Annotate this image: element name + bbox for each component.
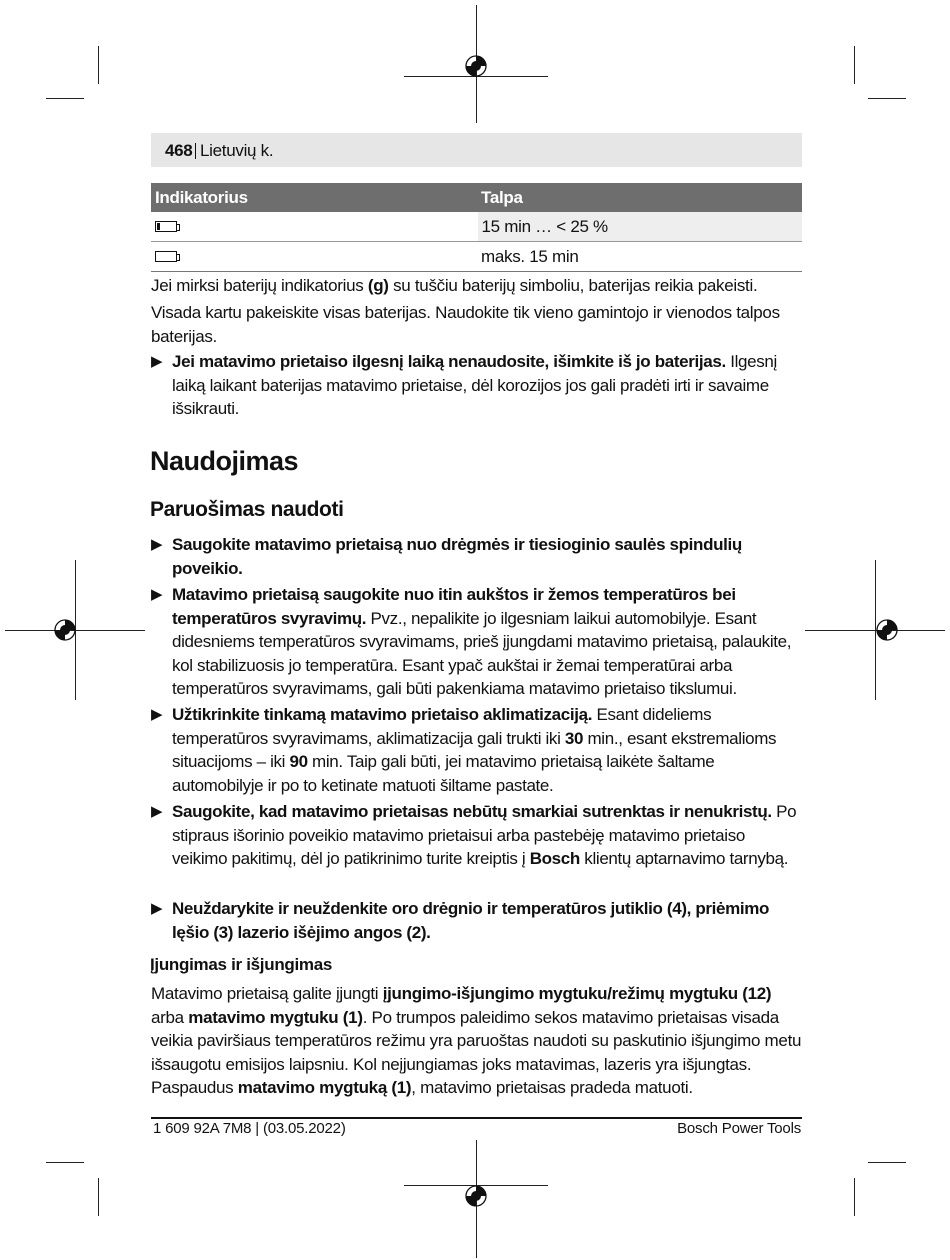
- text: min., esant ekstremalioms situacijoms – iki: [172, 728, 777, 771]
- text-bold: Bosch: [529, 849, 580, 868]
- footer-divider: [151, 1117, 802, 1119]
- battery-indicator-table: [151, 183, 802, 272]
- text: Esant dideliems temperatūros svyravimams, aklimatizacija gali trukti iki: [172, 705, 712, 748]
- crop-mark: [46, 98, 84, 99]
- text-bold: Užtikrinkite tinkamą matavimo prietaiso aklimatizaciją.: [172, 705, 593, 724]
- bullet-arrow-icon: ▶: [151, 900, 163, 917]
- crop-mark: [46, 1162, 84, 1163]
- list-item: [151, 800, 803, 871]
- bullet-arrow-icon: ▶: [151, 353, 163, 370]
- text: Ilgesnį laiką laikant baterijas matavimo prietaise, dėl korozijos jos gali pradėti irti ir savaime išsikrauti.: [172, 352, 777, 418]
- table-row: [151, 242, 802, 272]
- text: min. Taip gali būti, jei matavimo prietaisą laikėte šaltame automobilyje ir po to ketinate matuoti šiltame pastate.: [172, 752, 715, 795]
- table-cell-value: maks. 15 min: [477, 242, 802, 272]
- text-bold: matavimo mygtuką (1): [237, 1078, 412, 1097]
- crop-mark: [854, 1178, 855, 1216]
- registration-mark-icon: [464, 1184, 488, 1208]
- table-header-indicator: Indikatorius: [151, 183, 477, 212]
- list-item: [151, 897, 791, 944]
- crop-mark: [868, 1162, 906, 1163]
- bullet-arrow-icon: ▶: [151, 586, 163, 603]
- crop-mark: [98, 46, 99, 84]
- table-cell-value: 15 min … < 25 %: [477, 212, 802, 242]
- text: Matavimo prietaisą galite įjungti: [151, 984, 383, 1003]
- table-cell-icon: [151, 242, 477, 272]
- list-item: [151, 703, 803, 797]
- text-bold: įjungimo-išjungimo mygtuku/režimų mygtuku (12): [382, 984, 772, 1003]
- bullet-arrow-icon: ▶: [151, 803, 163, 820]
- battery-empty-icon: [155, 251, 177, 262]
- paragraph-replace-batteries: Visada kartu pakeiskite visas baterijas. Naudokite tik vieno gamintojo ir vienodos talpos baterijas.: [151, 303, 780, 346]
- text-bold: Saugokite matavimo prietaisą nuo drėgmės ir tiesioginio saulės spindulių poveikio.: [172, 535, 742, 578]
- page-header: [151, 133, 802, 167]
- paragraph-indicator-blink: [151, 274, 803, 298]
- list-item: [151, 583, 803, 701]
- subsection-title: Paruošimas naudoti: [150, 498, 344, 521]
- crop-mark: [98, 1178, 99, 1216]
- list-item: [151, 533, 776, 580]
- crop-mark: [868, 98, 906, 99]
- text: Po stipraus išorinio poveikio matavimo prietaisui arba pastebėję matavimo prietaiso veikimo pakitimų, dėl jo patikrinimo turite kreiptis į: [172, 802, 797, 868]
- text: . Po trumpos paleidimo sekos matavimo prietaisas visada veikia paviršiaus temperatūros režimu yra paruoštas naudoti su paskutinio išjungimo metu išsaugotu emisijos laipsniu. Kol neįjungiamas joks matavimas, lazeris yra išjungtas. Paspaudus: [151, 1007, 802, 1097]
- text: su tuščiu baterijų simboliu, baterijas reikia pakeisti.: [388, 276, 758, 295]
- text-bold: 90: [289, 752, 308, 771]
- table-cell-icon: [151, 212, 477, 242]
- header-language: Lietuvių k.: [200, 141, 274, 160]
- text-bold: Neuždarykite ir neuždenkite oro drėgnio ir temperatūros jutiklio (4), priėmimo lęšio (3) lazerio išėjimo angos (2).: [172, 899, 770, 942]
- bullet-arrow-icon: ▶: [151, 536, 163, 553]
- text-bold: matavimo mygtuku (1): [188, 1007, 363, 1027]
- text-bold: (g): [367, 276, 389, 295]
- header-divider: [195, 143, 196, 159]
- text-bold: Jei matavimo prietaiso ilgesnį laiką nenaudosite, išimkite iš jo baterijas.: [172, 352, 726, 371]
- registration-mark-icon: [875, 618, 899, 642]
- text: arba: [151, 1007, 189, 1027]
- text: klientų aptarnavimo tarnybą.: [579, 849, 789, 868]
- table-header-capacity: Talpa: [477, 183, 802, 212]
- bullet-remove-batteries: [151, 350, 791, 421]
- battery-low-icon: [155, 221, 177, 232]
- table-row: [151, 212, 802, 242]
- text: Pvz., nepalikite jo ilgesniam laikui automobilyje. Esant didesniems temperatūros svyravimams, prieš įjungdami matavimo prietaisą, palaukite, kol stabilizuosis jo temperatūra. Esant ypač aukštai ir žemai temperatūrai arba temperatūros svyravimams, gali būti pakenkiama matavimo prietaiso tikslumui.: [172, 608, 792, 698]
- page-number: 468: [165, 141, 193, 160]
- paragraph-onoff: [151, 982, 803, 1100]
- registration-mark-icon: [53, 618, 77, 642]
- text: Jei mirksi baterijų indikatorius: [151, 276, 368, 295]
- text-bold: Matavimo prietaisą saugokite nuo itin aukštos ir žemos temperatūros bei temperatūros svyravimų.: [172, 585, 736, 628]
- text: , matavimo prietaisas pradeda matuoti.: [411, 1078, 693, 1097]
- registration-mark-icon: [464, 54, 488, 78]
- crop-mark: [854, 46, 855, 84]
- section-title: Naudojimas: [150, 446, 299, 476]
- text-bold: Saugokite, kad matavimo prietaisas nebūtų smarkiai sutrenktas ir nenukristų.: [172, 802, 772, 821]
- bullet-arrow-icon: ▶: [151, 706, 163, 723]
- text-bold: 30: [564, 728, 584, 748]
- footer-doc-number: 1 609 92A 7M8 | (03.05.2022): [153, 1120, 346, 1137]
- onoff-title: Įjungimas ir išjungimas: [150, 955, 333, 974]
- footer-brand: Bosch Power Tools: [677, 1120, 801, 1137]
